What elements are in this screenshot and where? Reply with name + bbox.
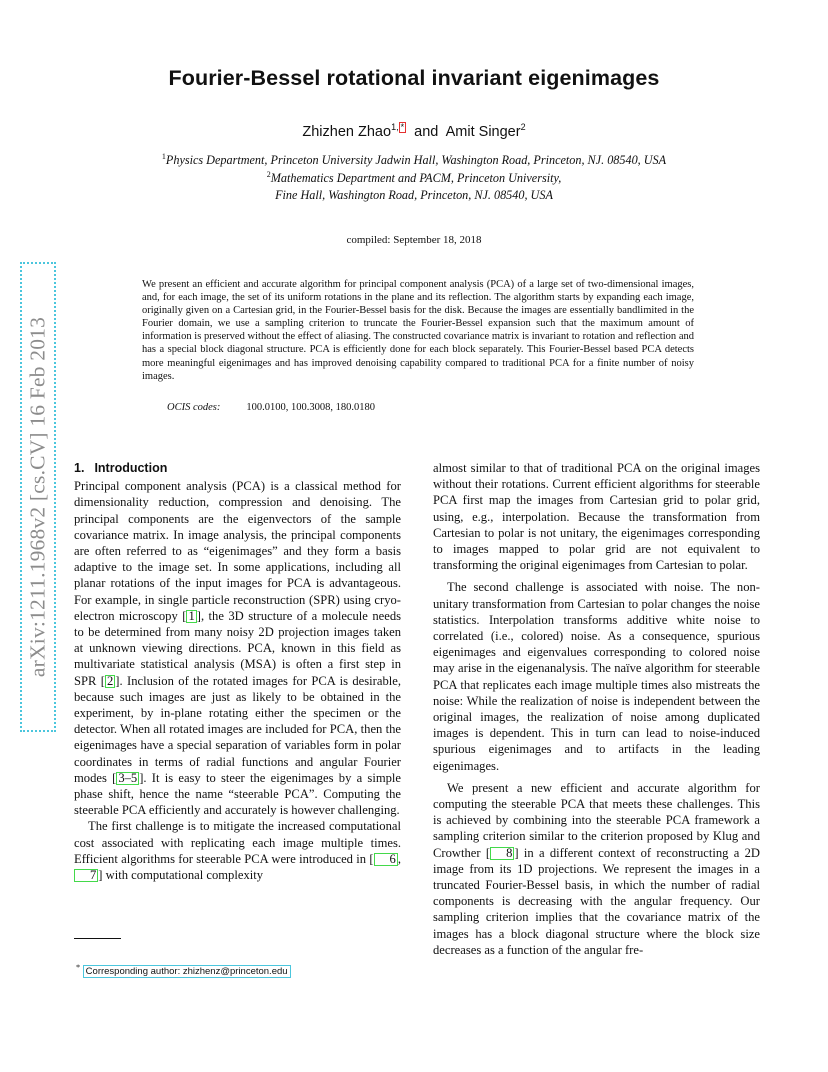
arxiv-stamp-link[interactable] (20, 262, 56, 732)
author-1: Zhizhen Zhao (302, 124, 392, 140)
citation-link[interactable]: 1 (188, 608, 195, 623)
paper-title: Fourier-Bessel rotational invariant eigenimages (168, 66, 660, 90)
affiliation-1 (0, 152, 828, 168)
paragraph: The first challenge is to mitigate the increased computational cost associated with replicating each image multiple times. Efficient algorithms for steerable PCA were introduced in [ 6 , 7 ] with computational complexity (74, 819, 401, 883)
text-run: We present a new efficient and accurate algorithm for computing the steerable PCA that meets these challenges. This is achieved by combining into the steerable PCA framework a sampling criterion similar to the criterion proposed by Klug and Crowther (433, 780, 760, 860)
email-link[interactable]: Corresponding author: zhizhenz@princeton.edu (83, 965, 291, 978)
text-run: Principal component analysis (PCA) is a classical method for dimensionality reduction, compression and denoising. The principal components are the eigenvectors of the sample covariance matrix. In image analysis, the principal components are often referred to as “eigenimages” and they form a basis adaptive to the image set. In some applications, including all planar rotations of the input images for PCA is advantageous. For example, in single particle reconstruction (SPR) using cryo-electron microscopy (74, 479, 401, 623)
author-2: Amit Singer (445, 124, 521, 140)
abstract: We present an efficient and accurate algorithm for principal component analysis (PCA) of a large set of two-dimensional images, and, for each image, the set of its uniform rotations in the plane and its reflection. The algorithm starts by expanding each image, originally given on a Cartesian grid, in the Fourier-Bessel basis for the disk. Because the images are essentially bandlimited in the Fourier domain, we use a sampling criterion to truncate the Fourier-Bessel expansion such that the maximum amount of information is preserved without the effect of aliasing. The constructed covariance matrix is invariant to rotation and reflection and has a special block diagonal structure. PCA is efficiently done for each block separately. This Fourier-Bessel based PCA detects more meaningful eigenimages and has improved denoising capability compared to traditional PCA for a finite number of noisy images. (142, 279, 694, 382)
affiliation-1-sup: 1 (161, 152, 166, 161)
text-run: , the 3D structure of a molecule needs to be determined from many noisy 2D projection images taken at unknown viewing directions. PCA, known in this field as multivariate statistical analysis (MSA) is often a first step in SPR (74, 608, 402, 688)
citation-link[interactable]: 8 (490, 847, 514, 860)
text-run: . It is easy to steer the eigenimages by a simple phase shift, hence the name “steerable PCA”. Computing the steerable PCA efficiently and accurately is however challenging. (74, 770, 401, 818)
section-title: Introduction (94, 461, 168, 475)
text-run: The first challenge is to mitigate the increased computational cost associated with replicating each image multiple times. Efficient algorithms for steerable PCA were introduced in (74, 819, 401, 866)
footnote (76, 963, 291, 977)
citation-link[interactable]: 2 (107, 673, 114, 688)
citation-link[interactable]: 3–5 (118, 770, 138, 785)
arxiv-stamp: arXiv:1211.1968v2 [cs.CV] 16 Feb 2013 (25, 316, 50, 678)
paragraph: We present a new efficient and accurate algorithm for computing the steerable PCA that meets these challenges. This is achieved by combining into the steerable PCA framework a sampling criterion similar to the criterion proposed by Klug and Crowther [ 8 ] in a different context of reconstructing a 2D image from its 1D projections. We represent the images in a truncated Fourier-Bessel basis, in which the number of radial components is decreasing with the angular frequency. Our sampling criterion implies that the covariance matrix of the images has a block diagonal structure where the block size decreases as a function of the angular fre- (433, 780, 760, 957)
author-and: and (414, 124, 439, 140)
section-number: 1. (74, 461, 85, 475)
footnote-mark: * (76, 963, 81, 972)
citation-link[interactable]: 6 (374, 853, 398, 866)
text-run: , (397, 851, 401, 866)
affiliation-1-text: Physics Department, Princeton University Jadwin Hall, Washington Road, Princeton, NJ. 08540, USA (165, 153, 667, 168)
footnote-link[interactable]: * (400, 122, 405, 132)
ocis-codes (167, 402, 375, 413)
author-2-sup: 2 (520, 122, 526, 133)
text-run: with computational complexity (102, 868, 264, 883)
text-run: . Inclusion of the rotated images for PCA is desirable, because such images are just as likely to be obtained in the experiment, by in-plane rotating either the specimen or the detector. When all rotated images are included for PCA, then the eigenimages have a special separation of variables form in polar coordinates in terms of radial functions and angular Fourier modes (74, 673, 401, 785)
affiliation-2-text: Mathematics Department and PACM, Princeton University, (270, 171, 562, 186)
compiled-date: compiled: September 18, 2018 (346, 234, 482, 246)
text-run: in a different context of reconstructing a 2D image from its 1D projections. We represent the images in a truncated Fourier-Bessel basis, in which the number of radial components is decreasing with the angular frequency. Our sampling criterion implies that the covariance matrix of the images has a block diagonal structure where the block size decreases as a function of the angular fre- (433, 845, 760, 957)
paragraph: The second challenge is associated with noise. The non-unitary transformation from Cartesian to polar changes the noise statistics. Interpolation transforms additive white noise to correlated (i.e., colored) noise. As a consequence, spurious eigenimages and eigenvalues corresponding to colored noise may arise in the eigenanalysis. The naïve algorithm for steerable PCA that replicates each image multiple times also mistreats the noise: While the realization of noise is independent between the original images, the realization of noise among duplicated images is dependent. This in turn can lead to noise-induced spurious eigenimages and to artifacts in the leading eigenimages. (433, 580, 760, 773)
right-column (433, 460, 760, 958)
paragraph: almost similar to that of traditional PCA on the original images without their rotations. Current efficient algorithms for steerable PCA first map the images from Cartesian grid to polar grid, using, e.g., interpolation. Because the transformation from Cartesian to polar is not unitary, the eigenimages corresponding to images mapped to polar grid are not equivalent to transforming the original eigenimages from Cartesian to polar. (433, 461, 760, 573)
left-column (74, 460, 401, 883)
ocis-values: 100.0100, 100.3008, 180.0180 (246, 402, 375, 413)
section-heading (74, 460, 401, 476)
footnote-rule (74, 938, 121, 939)
affiliation-3: Fine Hall, Washington Road, Princeton, NJ. 08540, USA (275, 188, 553, 202)
author-1-sup: 1, (391, 122, 399, 133)
paragraph: Principal component analysis (PCA) is a classical method for dimensionality reduction, compression and denoising. The principal components are the eigenvectors of the sample covariance matrix. In image analysis, the principal components are often referred to as “eigenimages” and they form a basis adaptive to the image set. In some applications, including all planar rotations of the input images for PCA is advantageous. For example, in single particle reconstruction (SPR) using cryo-electron microscopy [ 1 ], the 3D structure of a molecule needs to be determined from many noisy 2D projection images taken at unknown viewing directions. PCA, known in this field as multivariate statistical analysis (MSA) is often a first step in SPR [ 2 ]. Inclusion of the rotated images for PCA is desirable, because such images are just as likely to be obtained in the experiment, by in-plane rotating either the specimen or the detector. When all rotated images are included for PCA, then the eigenimages have a special separation of variables form in polar coordinates in terms of radial functions and angular Fourier modes [ 3–5 ]. It is easy to steer the eigenimages by a simple phase shift, hence the name “steerable PCA”. Computing the steerable PCA efficiently and accurately is however challenging. (74, 479, 402, 818)
author-line (0, 122, 828, 140)
citation-link[interactable]: 7 (74, 869, 98, 882)
ocis-label: OCIS codes: (167, 402, 221, 413)
affiliation-2-sup: 2 (266, 170, 271, 179)
affiliation-2 (0, 170, 828, 186)
